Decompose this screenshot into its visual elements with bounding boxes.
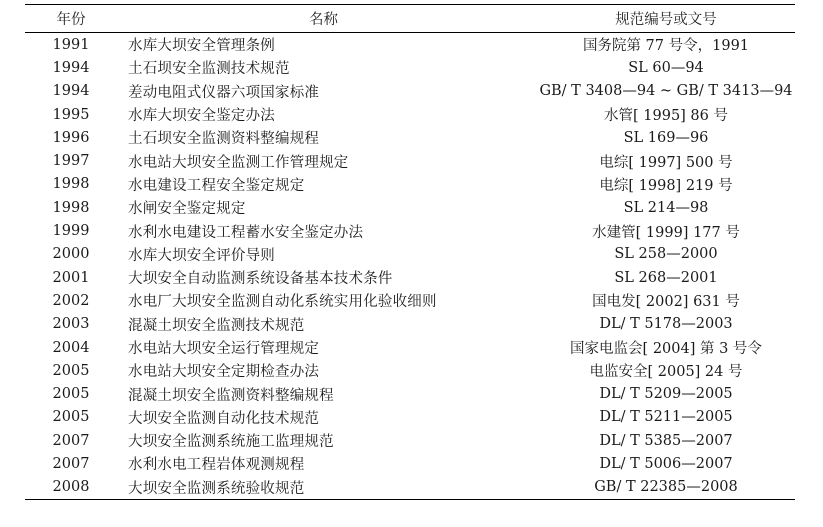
table-row [25, 126, 795, 149]
name-cell: 水库大坝安全鉴定办法 [128, 108, 275, 125]
name-cell: 混凝土坝安全监测资料整编规程 [128, 387, 334, 404]
name-cell: 混凝土坝安全监测技术规范 [128, 317, 305, 334]
name-cell: 土石坝安全监测资料整编规程 [128, 131, 320, 148]
year-cell: 2004 [52, 339, 90, 356]
name-cell: 水电站大坝安全监测工作管理规定 [128, 154, 349, 171]
code-cell: SL 258—2000 [614, 246, 718, 263]
name-cell: 土石坝安全监测技术规范 [128, 61, 290, 78]
code-cell: SL 169—96 [623, 129, 709, 146]
year-cell: 2001 [52, 269, 90, 286]
table-row [25, 313, 795, 336]
code-cell: GB/ T 22385—2008 [594, 479, 738, 496]
code-cell: SL 268—2001 [614, 269, 718, 286]
year-cell: 2000 [52, 246, 90, 263]
table-row [25, 476, 795, 500]
year-cell: 1994 [52, 83, 90, 100]
year-cell: 1991 [52, 36, 90, 53]
name-cell: 水电建设工程安全鉴定规定 [128, 177, 305, 194]
year-cell: 2002 [52, 292, 90, 309]
year-cell: 1995 [52, 106, 90, 123]
table-row [25, 56, 795, 79]
code-cell: DL/ T 5178—2003 [599, 316, 733, 333]
year-cell: 2005 [52, 409, 90, 426]
code-cell: 国家电监会[ 2004] 第 3 号令 [570, 341, 762, 357]
year-cell: 1998 [52, 199, 90, 216]
name-cell: 水电站大坝安全定期检查办法 [128, 364, 320, 381]
name-cell: 大坝安全监测系统验收规范 [128, 480, 305, 497]
code-cell: DL/ T 5209—2005 [599, 386, 733, 403]
name-cell: 水电厂大坝安全监测自动化系统实用化验收细则 [128, 294, 437, 311]
year-cell: 2007 [52, 432, 90, 449]
name-cell: 差动电阻式仪器六项国家标准 [128, 84, 320, 101]
table-row [25, 452, 795, 475]
table-row [25, 149, 795, 172]
name-cell: 水利水电建设工程蓄水安全鉴定办法 [128, 224, 364, 241]
table-row [25, 336, 795, 359]
name-cell: 水电站大坝安全运行管理规定 [128, 341, 320, 357]
header-name: 名称 [309, 12, 338, 28]
year-cell: 1994 [52, 59, 90, 76]
code-cell: 水建管[ 1999] 177 号 [592, 224, 740, 241]
header-code: 规范编号或文号 [615, 12, 717, 28]
code-cell: 电综[ 1997] 500 号 [599, 154, 733, 171]
code-cell: 国电发[ 2002] 631 号 [592, 294, 740, 311]
table-row [25, 289, 795, 312]
year-cell: 1997 [52, 153, 90, 170]
table-row [25, 219, 795, 242]
code-cell: 国务院第 77 号令，1991 [582, 38, 750, 55]
code-cell: 电综[ 1998] 219 号 [599, 177, 733, 194]
name-cell: 水利水电工程岩体观测规程 [128, 457, 305, 474]
code-cell: 电监安全[ 2005] 24 号 [589, 364, 743, 381]
name-cell: 水闸安全鉴定规定 [128, 201, 246, 218]
name-cell: 大坝安全自动监测系统设备基本技术条件 [128, 271, 393, 288]
table-row [25, 33, 795, 57]
table-row [25, 266, 795, 289]
year-cell: 2005 [52, 362, 90, 379]
year-cell: 2005 [52, 386, 90, 403]
table-header [25, 5, 795, 33]
name-cell: 水库大坝安全管理条例 [128, 38, 275, 55]
code-cell: DL/ T 5006—2007 [599, 455, 733, 472]
header-row [25, 5, 795, 33]
code-cell: GB/ T 3408—94 ~ GB/ T 3413—94 [539, 83, 793, 100]
table-row [25, 243, 795, 266]
year-cell: 1998 [52, 176, 90, 193]
regulations-table [25, 4, 795, 500]
table-row [25, 382, 795, 405]
table-row [25, 80, 795, 103]
table-row [25, 196, 795, 219]
header-year: 年份 [56, 12, 86, 28]
year-cell: 2007 [52, 455, 90, 472]
year-cell: 1996 [52, 129, 90, 146]
table-row [25, 173, 795, 196]
name-cell: 大坝安全监测系统施工监理规范 [128, 434, 334, 451]
name-cell: 水库大坝安全评价导则 [128, 247, 275, 264]
code-cell: 水管[ 1995] 86 号 [604, 108, 728, 125]
table-row [25, 103, 795, 126]
table-row [25, 359, 795, 382]
code-cell: SL 214—98 [623, 199, 709, 216]
table-row [25, 406, 795, 429]
year-cell: 1999 [52, 223, 90, 240]
name-cell: 大坝安全监测自动化技术规范 [128, 410, 320, 427]
code-cell: DL/ T 5211—2005 [599, 409, 733, 426]
code-cell: DL/ T 5385—2007 [599, 432, 733, 449]
year-cell: 2003 [52, 316, 90, 333]
table-body [25, 33, 795, 500]
table-row [25, 429, 795, 452]
year-cell: 2008 [52, 479, 90, 496]
code-cell: SL 60—94 [628, 59, 704, 76]
